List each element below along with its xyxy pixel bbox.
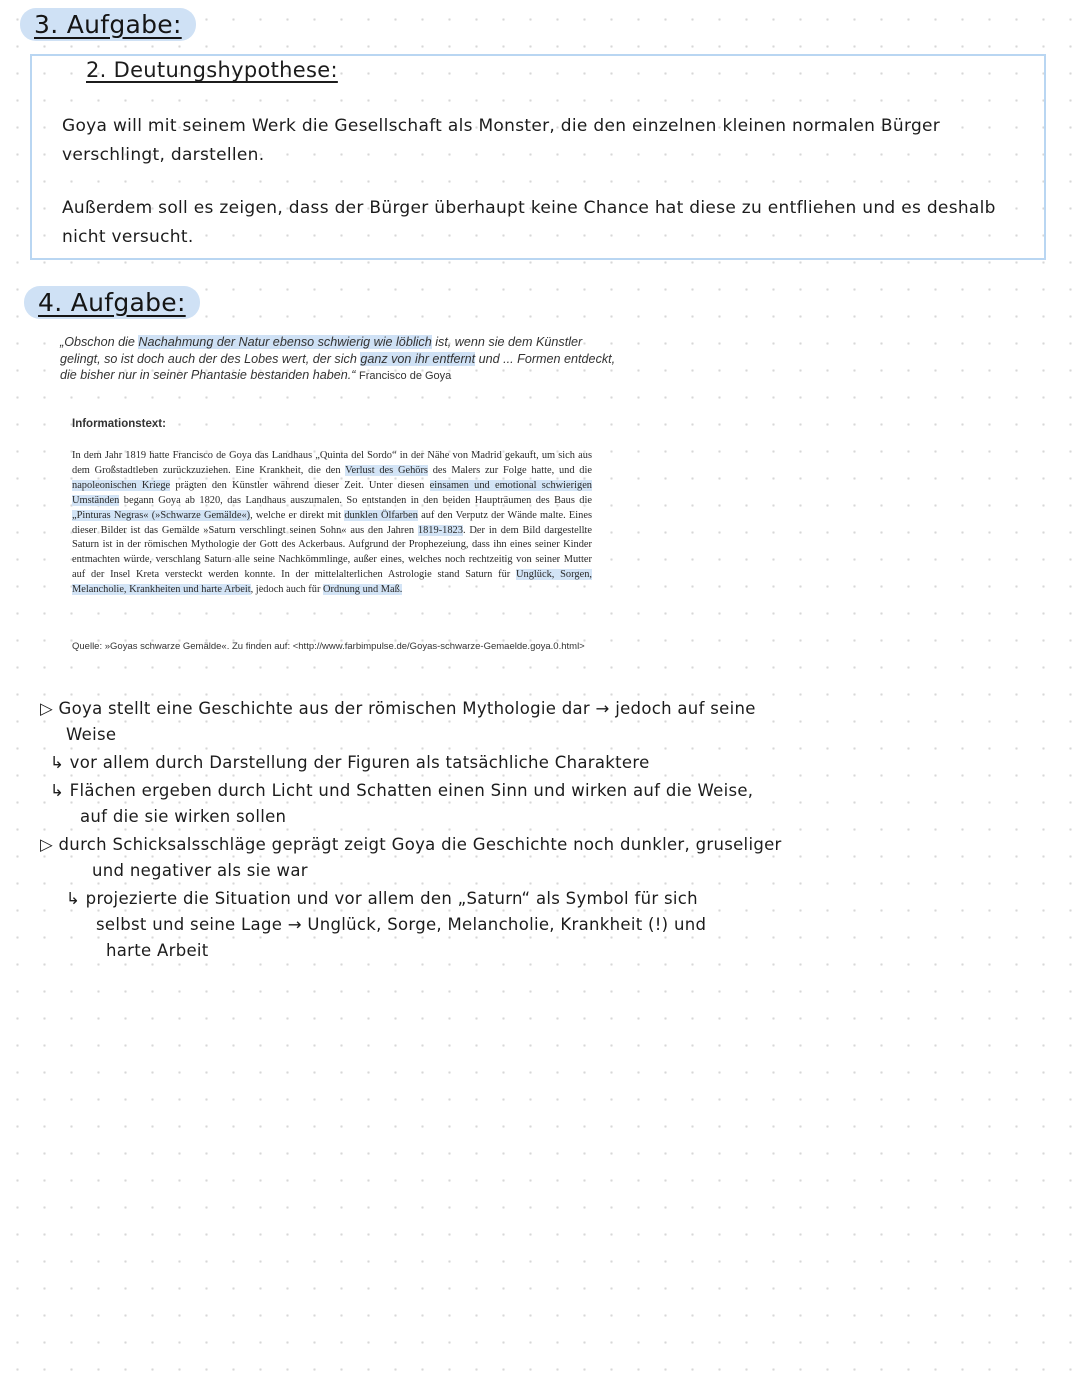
hypothesis-paragraph-1: Goya will mit seinem Werk die Gesellschaft als Monster, die den einzelnen kleinen normalen Bürger verschlingt, darstellen. bbox=[62, 116, 941, 165]
text-highlight: Verlust des Gehörs bbox=[345, 464, 428, 476]
text-highlight: einsamen und emotional schwierigen Umständen bbox=[72, 479, 592, 506]
text-highlight: dunklen Ölfarben bbox=[344, 509, 418, 521]
hypothesis-paragraph-2: Außerdem soll es zeigen, dass der Bürger überhaupt keine Chance hat diese zu entfliehen und es deshalb nicht versucht. bbox=[62, 198, 996, 247]
note-line: Weise bbox=[66, 725, 117, 744]
text-highlight: napoleonischen Kriege bbox=[72, 479, 171, 491]
text-highlight: „Pinturas Negras« (»Schwarze Gemälde«) bbox=[72, 509, 251, 521]
hypothesis-subheading: 2. Deutungshypothese: bbox=[86, 58, 338, 82]
task4-heading: 4. Aufgabe: bbox=[24, 286, 200, 319]
note-line: ▷ Goya stellt eine Geschichte aus der römischen Mythologie dar → jedoch auf seine bbox=[40, 699, 756, 718]
note-line: harte Arbeit bbox=[106, 941, 209, 960]
note-line: selbst und seine Lage → Unglück, Sorge, Melancholie, Krankheit (!) und bbox=[96, 915, 707, 934]
text-highlight: Ordnung und Maß. bbox=[323, 584, 403, 596]
information-text: In dem Jahr 1819 hatte Francisco de Goya das Landhaus „Quinta del Sordo“ in der Nähe von Madrid gekauft, um sich aus dem Großstadtleben zurückzuziehen. Eine Krankheit, die den Verlust des Gehörs des Malers zur Folge hatte, und die napoleonischen Kriege prägten den Künstler während dieser Zeit. Unter diesen einsamen und emotional schwierigen Umständen begann Goya ab 1820, das Landhaus auszumalen. So entstanden in den beiden Haupträumen des Baus die „Pinturas Negras« (»Schwarze Gemälde«), welche er direkt mit dunklen Ölfarben auf den Verputz der Wände malte. Eines dieser Bilder ist das Gemälde »Saturn verschlingt seinen Sohn« aus den Jahren 1819-1823. Der in dem Bild dargestellte Saturn ist in der römischen Mythologie der Gott des Ackerbaus. Aufgrund der Prophezeiung, dass ihn eines seiner Kinder entmachten würde, verschlang Saturn alle seine Nachkömmlinge, außer eines, welches noch rechtzeitig von seiner Mutter auf der Insel Kreta versteckt werden konnte. In der mittelalterlichen Astrologie stand Saturn für Unglück, Sorgen, Melancholie, Krankheiten und harte Arbeit, jedoch auch für Ordnung und Maß. bbox=[72, 450, 593, 596]
text-highlight: 1819-1823 bbox=[417, 524, 463, 536]
task3-heading: 3. Aufgabe: bbox=[20, 8, 196, 41]
note-line: ↳ projezierte die Situation und vor allem den „Saturn“ als Symbol für sich bbox=[66, 889, 698, 908]
info-title: Informationstext: bbox=[72, 418, 166, 430]
note-line: auf die sie wirken sollen bbox=[80, 807, 287, 826]
note-line: ↳ vor allem durch Darstellung der Figuren als tatsächliche Charaktere bbox=[50, 753, 650, 772]
source-citation: Quelle: »Goyas schwarze Gemälde«. Zu finden auf: <http://www.farbimpulse.de/Goyas-schwarze-Gemaelde.goya.0.html> bbox=[72, 641, 585, 652]
interpretation-hypothesis-box bbox=[30, 54, 1046, 260]
note-line: ▷ durch Schicksalsschläge geprägt zeigt Goya die Geschichte noch dunkler, gruseliger bbox=[40, 835, 782, 854]
quote-highlight: Nachahmung der Natur ebenso schwierig wie löblich bbox=[138, 335, 432, 349]
note-line: und negativer als sie war bbox=[92, 861, 308, 880]
quote-highlight: ganz von ihr entfernt bbox=[360, 351, 476, 366]
text-highlight: Unglück, Sorgen, Melancholie, Krankheiten und harte Arbeit bbox=[72, 569, 592, 596]
note-line: ↳ Flächen ergeben durch Licht und Schatten einen Sinn und wirken auf die Weise, bbox=[50, 781, 754, 800]
quote-author: Francisco de Goya bbox=[358, 370, 452, 382]
goya-quote: „Obschon die Nachahmung der Natur ebenso schwierig wie löblich ist, wenn sie dem Künstler gelingt, so ist doch auch der des Lobes wert, der sich ganz von ihr entfernt und ... Formen entdeckt, die bisher nur in seiner Phantasie bestanden haben.“ Francisco de Goya bbox=[60, 335, 616, 382]
